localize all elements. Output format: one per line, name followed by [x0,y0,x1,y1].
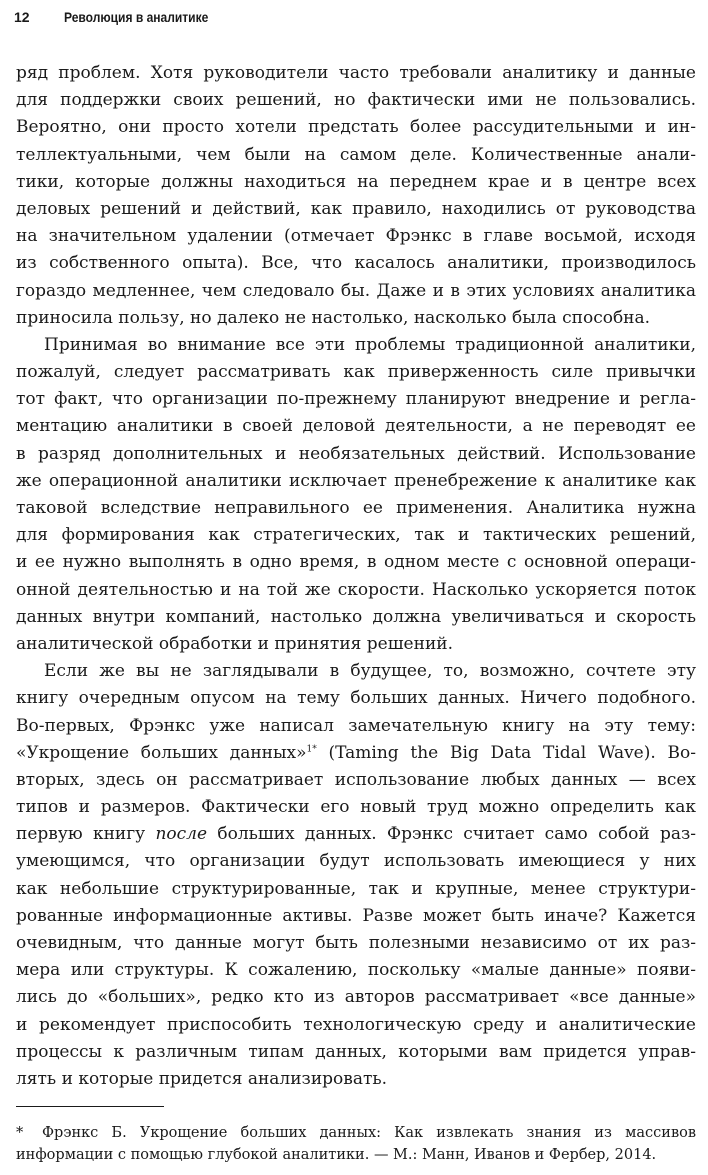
footnote-marker: * [16,1125,24,1141]
paragraph-2 [16,332,696,658]
footnote-reference: 1* [306,744,317,755]
text-line: умеющимся, что организации будут использовать имеющиеся у них [16,851,696,872]
text-line: онной деятельностью и на той же скорости. Насколько ускоряется поток [16,579,696,600]
text-line: приносила пользу, но далеко не настолько, насколько была способна. [16,307,651,328]
paragraph-3 [16,658,696,1093]
text-line: пожалуй, следует рассматривать как приверженность силе привычки [16,362,696,383]
text-line: очевидным, что данные могут быть полезными независимо от их раз- [16,933,696,953]
text-line: в разряд дополнительных и необязательных действий. Использование [16,443,696,464]
text-line: Если же вы не заглядывали в будущее, то, возможно, сочтете эту [44,661,696,682]
text-line: Вероятно, они просто хотели предстать более рассудительными и ин- [16,117,696,138]
text-line: типов и размеров. Фактически его новый труд можно определить как [16,797,696,818]
text-line: тот факт, что организации по-прежнему планируют внедрение и регла- [16,389,696,410]
text-line: для формирования как стратегических, так и тактических решений, [16,525,696,546]
footnote-line [16,1122,696,1144]
text-line: аналитической обработки и принятия решений. [16,633,454,654]
text-line: из собственного опыта). Все, что касалось аналитики, производилось [16,253,696,274]
text-line: мера или структуры. К сожалению, поскольку «малые данные» появи- [16,960,696,981]
text-line: для поддержки своих решений, но фактически ими не пользовались. [16,90,696,111]
text-line: гораздо медленнее, чем следовало бы. Даже и в этих условиях аналитика [16,280,696,301]
cited-book-title: «Укрощение больших данных» [16,742,307,763]
text-line: и ее нужно выполнять в одно время, в одном месте с основной операци- [16,552,696,573]
text-segment: первую книгу [16,824,156,845]
text-line: тики, которые должны находиться на переднем крае и в центре всех [16,171,696,192]
text-line: Принимая во внимание все эти проблемы традиционной аналитики, [44,334,696,355]
footnote-line: информации с помощью глубокой аналитики. — М.: Манн, Иванов и Фербер, 2014. [16,1147,657,1163]
text-line: деловых решений и действий, как правило, находились от руководства [16,198,696,219]
paragraph-1 [16,60,696,332]
text-line: же операционной аналитики исключает пренебрежение к аналитике как [16,470,696,491]
text-line: лять и которые придется анализировать. [16,1068,388,1089]
text-line: на значительном удалении (отмечает Фрэнкс в главе восьмой, исходя [16,226,696,247]
text-line: ментацию аналитики в своей деловой деятельности, а не переводят ее [16,416,696,437]
text-line: и рекомендует приспособить технологическую среду и аналитические [16,1014,696,1035]
text-line: рованные информационные активы. Разве может быть иначе? Кажется [16,905,696,926]
emphasized-word: после [155,824,208,845]
running-title: Революция в аналитике [64,9,209,25]
text-line: процессы к различным типам данных, которыми вам придется управ- [16,1041,696,1062]
text-line: таковой вследствие неправильного ее применения. Аналитика нужна [16,498,696,518]
citation-rest: (Taming the Big Data Tidal Wave). Во- [316,742,696,763]
text-line: как небольшие структурированные, так и крупные, менее структури- [16,878,696,899]
text-line: данных внутри компаний, настолько должна увеличиваться и скорость [16,606,696,627]
page-header [14,6,232,28]
text-line: теллектуальными, чем были на самом деле. Количественные анали- [16,144,696,165]
text-line-with-citation [16,740,696,767]
text-line: вторых, здесь он рассматривает использование любых данных — всех [16,769,696,790]
footnote [16,1122,696,1166]
text-line: ряд проблем. Хотя руководители часто требовали аналитику и данные [16,63,696,83]
text-line-with-emphasis [16,821,696,848]
footnote-divider [16,1106,164,1107]
page-number: 12 [14,9,30,25]
body-text [16,60,696,1093]
text-segment: больших данных. Фрэнкс считает само собой раз- [207,824,696,845]
text-line: Во-первых, Фрэнкс уже написал замечательную книгу на эту тему: [16,715,696,736]
text-line: лись до «больших», редко кто из авторов рассматривает «все данные» [16,987,696,1008]
text-line: книгу очередным опусом на тему больших данных. Ничего подобного. [16,688,696,709]
footnote-text: Фрэнкс Б. Укрощение больших данных: Как извлекать знания из массивов [42,1125,696,1141]
